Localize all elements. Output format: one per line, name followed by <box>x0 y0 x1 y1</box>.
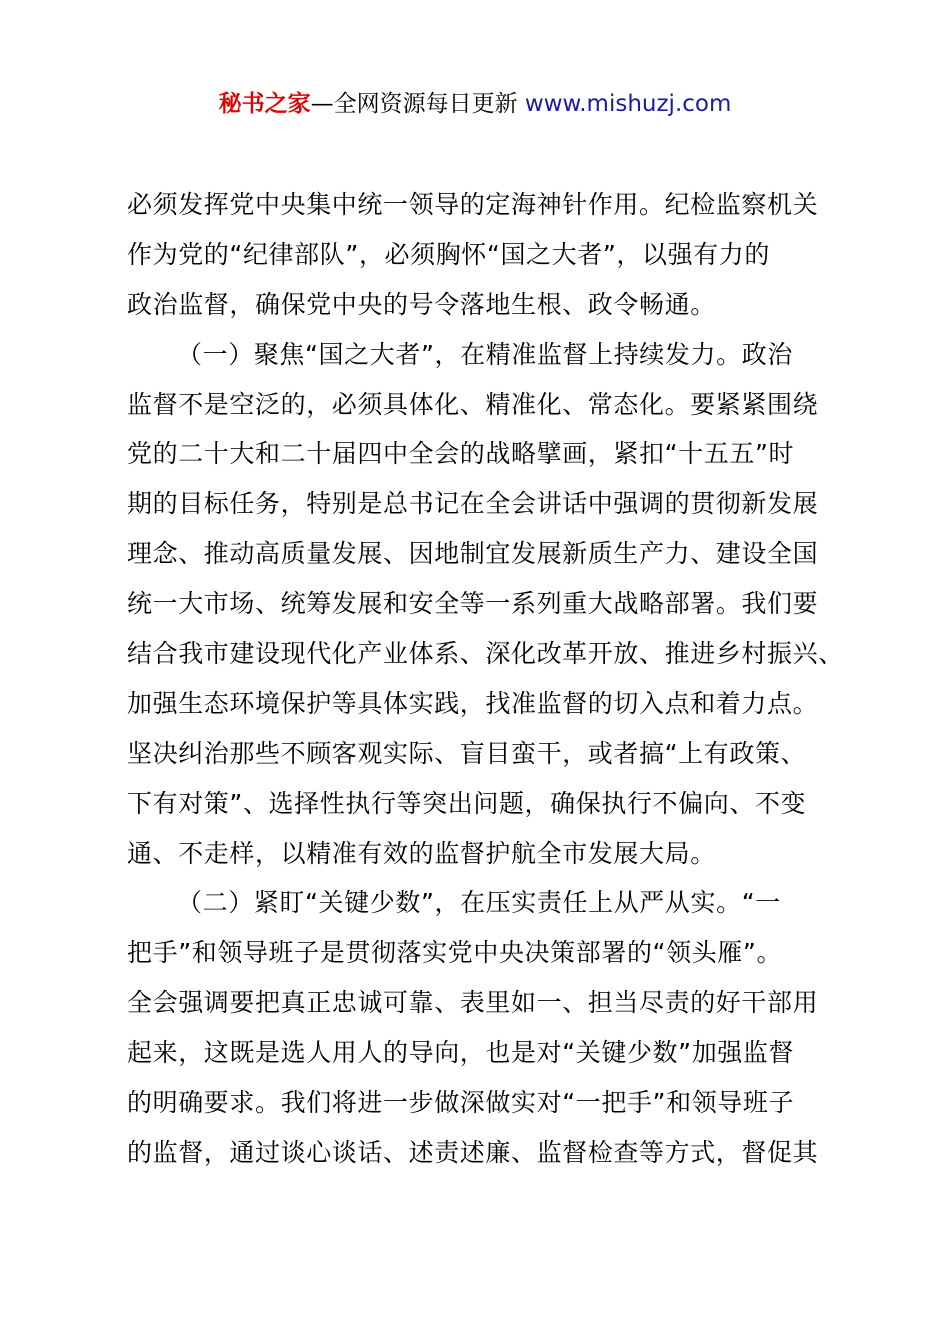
text-line: 结合我市建设现代化产业体系、深化改革开放、推进乡村振兴、 <box>127 639 844 669</box>
text-line: 党的二十大和二十届四中全会的战略擘画，紧扣“十五五”时 <box>127 439 795 469</box>
site-brand: 秘书之家 <box>218 91 311 117</box>
text-line: 下有对策”、选择性执行等突出问题，确保执行不偏向、不变 <box>127 788 807 818</box>
page-header <box>0 86 950 122</box>
text-line: 必须发挥党中央集中统一领导的定海神针作用。纪检监察机关 <box>127 190 819 219</box>
text-line: 的监督，通过谈心谈话、述责述廉、监督检查等方式，督促其 <box>127 1137 819 1167</box>
text-line: 全会强调要把真正忠诚可靠、表里如一、担当尽责的好干部用 <box>127 988 819 1018</box>
text-line: 通、不走样，以精准有效的监督护航全市发展大局。 <box>127 838 716 868</box>
site-url-link[interactable]: www.mishuzj.com <box>524 91 732 117</box>
text-line: 把手”和领导班子是贯彻落实党中央决策部署的“领头雁”。 <box>127 938 783 968</box>
text-line: 期的目标任务，特别是总书记在全会讲话中强调的贯彻新发展 <box>127 489 819 519</box>
text-line: 统一大市场、统筹发展和安全等一系列重大战略部署。我们要 <box>127 589 819 619</box>
text-line: 加强生态环境保护等具体实践，找准监督的切入点和着力点。 <box>127 688 819 718</box>
text-line: 政治监督，确保党中央的号令落地生根、政令畅通。 <box>127 289 716 319</box>
text-line: 坚决纠治那些不顾客观实际、盲目蛮干，或者搞“上有政策、 <box>127 738 807 768</box>
section-heading-line: （一）聚焦“国之大者”，在精准监督上持续发力。政治 <box>177 339 793 369</box>
site-tagline: —全网资源每日更新 <box>310 91 518 117</box>
text-line: 起来，这既是选人用人的导向，也是对“关键少数”加强监督 <box>127 1038 795 1068</box>
text-line: 作为党的“纪律部队”，必须胸怀“国之大者”，以强有力的 <box>127 239 771 269</box>
text-line: 监督不是空泛的，必须具体化、精准化、常态化。要紧紧围绕 <box>127 389 819 419</box>
text-line: 理念、推动高质量发展、因地制宜发展新质生产力、建设全国 <box>127 539 819 569</box>
document-body <box>127 180 847 1178</box>
section-heading-line: （二）紧盯“关键少数”，在压实责任上从严从实。“一 <box>177 888 781 918</box>
text-line: 的明确要求。我们将进一步做深做实对“一把手”和领导班子 <box>127 1088 795 1118</box>
